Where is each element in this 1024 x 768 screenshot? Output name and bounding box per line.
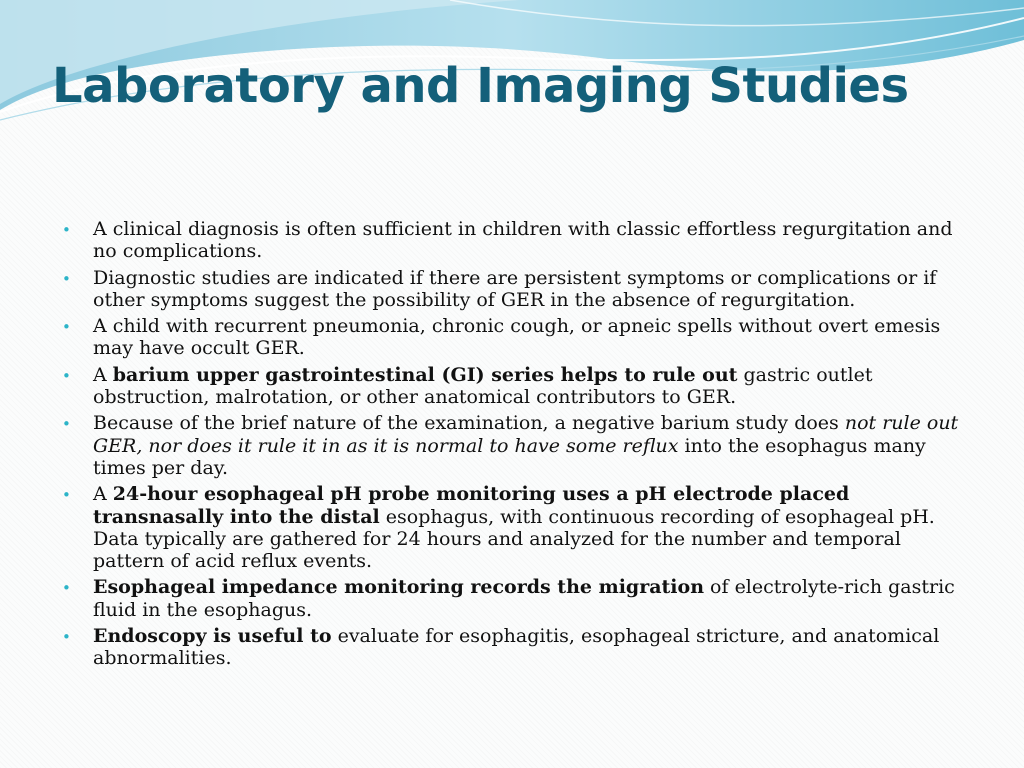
bullet-item — [60, 576, 965, 621]
bullet-dot-icon: • — [62, 486, 71, 505]
bullet-item — [60, 625, 965, 670]
bullet-text-segment: into the esophagus many times per day. — [93, 434, 926, 479]
bullet-text-segment: not rule out GER, nor does it rule it in as it is normal to have some reflux — [93, 412, 959, 457]
bullet-text-segment: A clinical diagnosis is often sufficient in children with classic effortless regurgitation and no complications. — [93, 218, 953, 263]
bullet-item — [60, 267, 965, 312]
bullet-item — [60, 315, 965, 360]
bullet-text-segment: gastric outlet obstruction, malrotation, or other anatomical contributors to GER. — [93, 363, 873, 409]
bullet-dot-icon: • — [62, 415, 71, 434]
bullet-text-segment: esophagus, with continuous recording of esophageal pH. Data typically are gathered for 24 hours and analyzed for the number and temporal pattern of acid reflux events. — [93, 505, 935, 573]
bullet-dot-icon: • — [62, 628, 71, 647]
bullet-dot-icon: • — [62, 318, 71, 337]
bullet-text-segment: A child with recurrent pneumonia, chronic cough, or apneic spells without overt emesis may have occult GER. — [93, 315, 941, 360]
bullet-text-segment: A — [93, 483, 113, 506]
bullet-text-segment: Because of the brief nature of the examination, a negative barium study does — [93, 412, 845, 435]
bullet-text-segment: Diagnostic studies are indicated if there are persistent symptoms or complications or if other symptoms suggest the possibility of GER in the absence of regurgitation. — [93, 266, 937, 311]
bullet-text-segment: barium upper gastrointestinal (GI) series helps to rule out — [112, 363, 738, 386]
bullet-text-segment: A — [93, 363, 113, 386]
bullet-item — [60, 412, 965, 479]
bullet-item — [60, 483, 965, 572]
bullet-dot-icon: • — [62, 221, 71, 239]
bullet-dot-icon: • — [62, 366, 71, 385]
bullet-text-segment: Esophageal impedance monitoring records the migration — [93, 576, 705, 599]
bullet-dot-icon: • — [62, 269, 71, 288]
bullet-item — [60, 364, 965, 409]
bullet-dot-icon: • — [62, 579, 71, 598]
bullet-list — [60, 218, 965, 674]
bullet-text-segment: evaluate for esophagitis, esophageal stricture, and anatomical abnormalities. — [93, 625, 940, 670]
slide-title: Laboratory and Imaging Studies — [52, 58, 909, 114]
bullet-text-segment: 24-hour esophageal pH probe monitoring uses a pH electrode placed transnasally into the distal — [93, 483, 850, 528]
bullet-text-segment: Endoscopy is useful to — [93, 625, 332, 648]
bullet-item — [60, 218, 965, 263]
bullet-text-segment: of electrolyte-rich gastric fluid in the esophagus. — [93, 576, 955, 621]
